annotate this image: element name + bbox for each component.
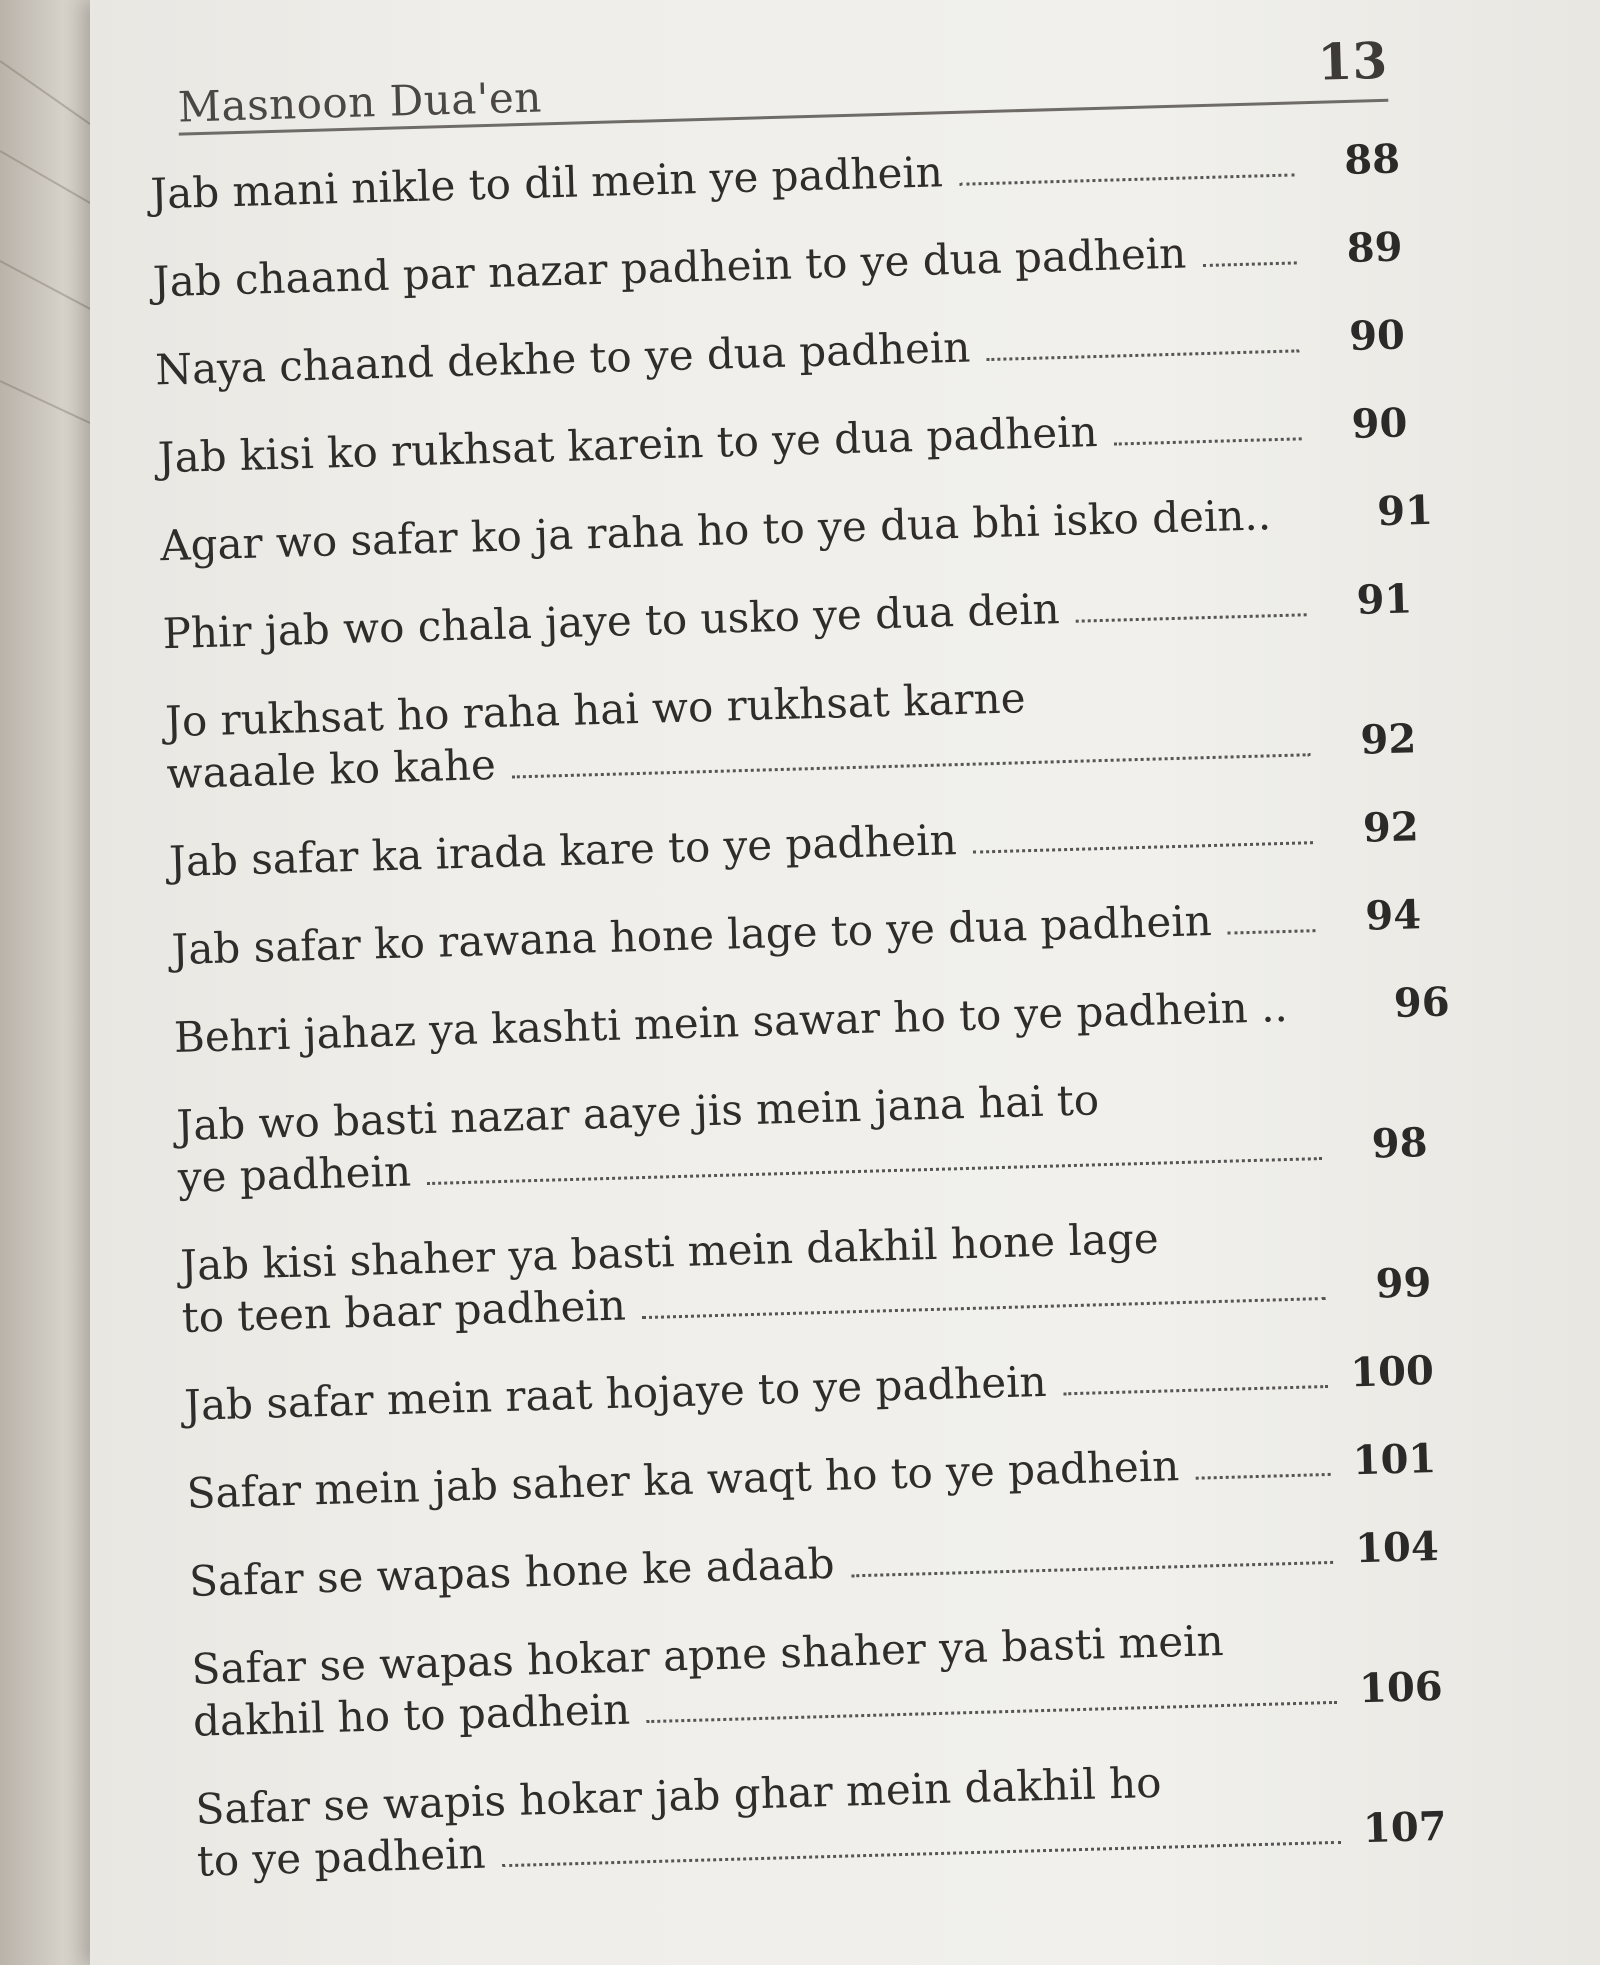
dot-leader	[1287, 528, 1327, 529]
toc-entry-text: Naya chaand dekhe to ye dua padhein	[154, 322, 971, 395]
toc-entry-page: 100	[1349, 1347, 1435, 1397]
dot-leader	[1228, 929, 1316, 934]
dot-leader	[642, 1297, 1326, 1319]
toc-entry-text: Jab kisi ko rukhsat karein to ye dua padhein	[157, 407, 1099, 483]
dot-leader	[1076, 613, 1307, 622]
dot-leader	[1063, 1385, 1328, 1395]
table-of-contents	[150, 133, 1449, 1923]
dot-leader	[512, 753, 1311, 778]
toc-entry	[184, 1345, 1435, 1432]
book-page	[90, 0, 1600, 1965]
dot-leader	[959, 173, 1294, 185]
toc-entry	[157, 397, 1408, 484]
toc-entry-text: Phir jab wo chala jaye to usko ye dua dein	[162, 584, 1061, 659]
toc-entry-page: 91	[1376, 486, 1434, 536]
dot-leader	[427, 1157, 1322, 1185]
toc-entry-page: 94	[1364, 891, 1422, 940]
toc-entry	[155, 309, 1406, 396]
toc-entry-text: Jab chaand par nazar padhein to ye dua padhein	[152, 228, 1187, 307]
toc-entry	[180, 1205, 1432, 1344]
toc-entry-page: 98	[1371, 1119, 1429, 1168]
dot-leader	[973, 841, 1313, 853]
dot-leader	[502, 1841, 1341, 1867]
toc-entry	[162, 573, 1413, 660]
toc-entry-page: 90	[1351, 399, 1408, 448]
toc-entry-page: 88	[1343, 135, 1401, 185]
toc-entry-page: 92	[1359, 715, 1417, 764]
toc-entry	[173, 977, 1451, 1064]
toc-entry-text-line2: ye padhein	[177, 1146, 412, 1202]
toc-entry-page: 90	[1348, 311, 1406, 360]
toc-entry-text: Agar wo safar ko ja raha ho to ye dua bhi isko dein..	[159, 490, 1272, 571]
dot-leader	[1114, 437, 1302, 445]
header-title: Masnoon Dua'en	[177, 72, 543, 132]
toc-entry-text: Safar mein jab saher ka waqt ho to ye padhein	[186, 1441, 1180, 1518]
header-page-number: 13	[1316, 30, 1389, 92]
toc-entry-page: 107	[1362, 1802, 1448, 1853]
toc-entry-text: Jab safar ko rawana hone lage to ye dua padhein	[170, 896, 1213, 975]
toc-entry	[186, 1433, 1437, 1520]
toc-entry-page: 106	[1358, 1662, 1444, 1713]
toc-entry-page: 91	[1355, 575, 1413, 624]
dot-leader	[1202, 261, 1296, 267]
toc-entry	[188, 1521, 1439, 1608]
toc-entry	[152, 221, 1403, 308]
toc-entry-text-line1: Jo rukhsat ho raha hai wo rukhsat karne	[164, 673, 1027, 747]
toc-entry-text-line1: Safar se wapis hokar jab ghar mein dakhil ho	[194, 1757, 1163, 1834]
toc-entry-page: 104	[1354, 1522, 1440, 1573]
toc-entry-page: 92	[1362, 803, 1420, 852]
toc-entry-page: 99	[1375, 1259, 1432, 1308]
toc-entry	[168, 801, 1419, 888]
toc-entry	[164, 661, 1416, 800]
toc-entry	[171, 889, 1422, 976]
toc-entry-text: Jab safar ka irada kare to ye padhein	[168, 815, 958, 887]
dot-leader	[646, 1701, 1337, 1723]
dot-leader	[851, 1561, 1333, 1577]
toc-entry-text-line1: Jab wo basti nazar aaye jis mein jana hai to	[175, 1075, 1100, 1151]
toc-entry	[191, 1609, 1443, 1748]
toc-entry-text-line1: Jab kisi shaher ya basti mein dakhil hone lage	[179, 1213, 1160, 1290]
toc-entry-text-line2: to teen baar padhein	[181, 1280, 627, 1342]
toc-entry	[159, 485, 1434, 572]
dot-leader	[1304, 1019, 1344, 1020]
running-header	[177, 30, 1389, 136]
toc-entry-text-line2: to ye padhein	[196, 1828, 487, 1886]
toc-entry-text: Behri jahaz ya kashti mein sawar ho to ye padhein ..	[173, 981, 1289, 1063]
toc-entry-page: 96	[1393, 978, 1451, 1027]
dot-leader	[987, 349, 1300, 361]
toc-entry-text-line1: Safar se wapas hokar apne shaher ya basti mein	[190, 1616, 1225, 1694]
toc-entry	[150, 133, 1401, 220]
toc-entry-text-line2: waaale ko kahe	[165, 739, 497, 799]
toc-entry-page: 89	[1346, 223, 1404, 272]
toc-entry-text: Safar se wapas hone ke adaab	[188, 1538, 836, 1606]
dot-leader	[1196, 1473, 1331, 1480]
toc-entry-page: 101	[1352, 1434, 1437, 1485]
toc-entry-text: Jab safar mein raat hojaye to ye padhein	[183, 1356, 1048, 1430]
toc-entry-text: Jab mani nikle to dil mein ye padhein	[149, 147, 944, 219]
toc-entry	[195, 1749, 1447, 1888]
toc-entry	[176, 1065, 1428, 1204]
toc-entry-text-line2: dakhil ho to padhein	[192, 1684, 631, 1746]
